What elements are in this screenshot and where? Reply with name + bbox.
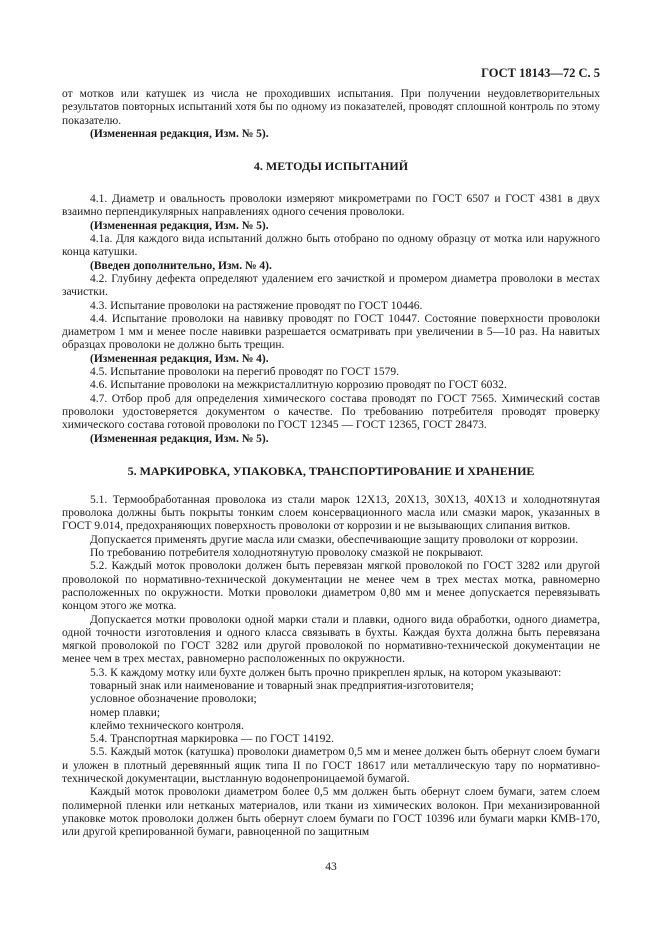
intro-amendment-note: (Измененная редакция, Изм. № 5). — [90, 127, 269, 140]
section-5-title: 5. МАРКИРОВКА, УПАКОВКА, ТРАНСПОРТИРОВАНИЕ И ХРАНЕНИЕ — [127, 463, 535, 478]
clause-5-1: 5.1. Термообработанная проволока из стали марок 12Х13, 20Х13, 30Х13, 40Х13 и холоднотянутая проволока должны быть покрыты тонким слоем консервационного масла или смазки марок, указанных в ГОСТ 9.014, предохраняющих поверхность проволоки от коррозии и не вызывающих слипания витков. — [62, 493, 600, 533]
clause-5-2-bundles: Допускается мотки проволоки одной марки стали и плавки, одного вида обработки, одного диаметра, одной точности изготовления и одного класса связывать в бухты. Каждая бухта должна быть перевязана мягкой проволокой по ГОСТ 3282 или другой проволокой по нормативно-технической документации не менее чем в трех местах, равномерно расположенных по окружности. — [62, 613, 600, 666]
clause-4-7: 4.7. Отбор проб для определения химического состава проводят по ГОСТ 7565. Химический состав проволоки удостоверяется документом о качестве. По требованию потребителя проводят проверку химического состава готовой проволоки по ГОСТ 12345 — ГОСТ 12365, ГОСТ 28473. — [62, 392, 600, 432]
label-list-item: условное обозначение проволоки; — [90, 693, 257, 706]
clause-4-1a-note: (Введен дополнительно, Изм. № 4). — [90, 259, 272, 272]
section-4-title: 4. МЕТОДЫ ИСПЫТАНИЙ — [253, 159, 409, 174]
label-list-item: товарный знак или наименование и товарный знак предприятия-изготовителя; — [90, 679, 474, 692]
clause-4-2: 4.2. Глубину дефекта определяют удалением его зачисткой и промером диаметра проволоки в местах зачистки. — [62, 272, 600, 299]
clause-4-4: 4.4. Испытание проволоки на навивку проводят по ГОСТ 10447. Состояние поверхности проволоки диаметром 1 мм и менее после навивки разрешается осматривать при увеличении в 5—10 раз. На навитых образцах проволоки не должно быть трещин. — [62, 312, 600, 352]
clause-4-3: 4.3. Испытание проволоки на растяжение проводят по ГОСТ 10446. — [90, 299, 423, 312]
intro-paragraph: от мотков или катушек из числа не проходивших испытания. При получении неудовлетворительных результатов повторных испытаний хотя бы по одному из показателей, проводят сплошной контроль по этому показателю. — [62, 88, 600, 127]
clause-5-5-wrapping: Каждый моток проволоки диаметром более 0,5 мм должен быть обернут слоем бумаги, затем слоем полимерной пленки или нетканых материалов, или ткани из химических волокон. При механизированной упаковке моток проволоки должен быть обернут слоем бумаги по ГОСТ 10396 или бумаги марки КМВ-170, или другой крепированной бумаги, равноценной по защитным — [62, 786, 600, 839]
clause-5-3: 5.3. К каждому мотку или бухте должен быть прочно прикреплен ярлык, на котором указывают: — [90, 666, 562, 679]
clause-4-7-note: (Измененная редакция, Изм. № 5). — [90, 432, 269, 445]
document-page — [62, 58, 600, 918]
page-number: 43 — [325, 861, 337, 873]
clause-4-6: 4.6. Испытание проволоки на межкристаллитную коррозию проводят по ГОСТ 6032. — [90, 379, 507, 392]
clause-4-5: 4.5. Испытание проволоки на перегиб проводят по ГОСТ 1579. — [90, 366, 400, 379]
clause-4-4-note: (Измененная редакция, Изм. № 4). — [90, 352, 269, 365]
clause-5-2: 5.2. Каждый моток проволоки должен быть перевязан мягкой проволокой по ГОСТ 3282 или другой проволокой по нормативно-технической документации не менее чем в трех местах мотка, равномерно расположенных по окружности. Мотки проволоки диаметром 0,80 мм и менее допускается перевязывать концом этого же мотка. — [62, 560, 600, 613]
clause-5-1-no-grease: По требованию потребителя холоднотянутую проволоку смазкой не покрывают. — [90, 547, 484, 560]
clause-4-1-note: (Измененная редакция, Изм. № 5). — [90, 219, 269, 232]
label-list-item: клеймо технического контроля. — [90, 719, 244, 732]
clause-5-4: 5.4. Транспортная маркировка — по ГОСТ 14192. — [90, 733, 335, 746]
clause-5-1-alternatives: Допускается применять другие масла или смазки, обеспечивающие защиту проволоки от коррозии. — [90, 533, 579, 546]
page-header-standard-ref: ГОСТ 18143—72 С. 5 — [481, 66, 600, 80]
clause-5-5: 5.5. Каждый моток (катушка) проволоки диаметром 0,5 мм и менее должен быть обернут слоем бумаги и уложен в плотный деревянный ящик типа II по ГОСТ 18617 или металлическую тару по нормативно-технической документации, выстланную водонепроницаемой бумагой. — [62, 746, 600, 786]
clause-4-1a: 4.1а. Для каждого вида испытаний должно быть отобрано по одному образцу от мотка или наружного конца катушки. — [62, 233, 600, 259]
clause-4-1: 4.1. Диаметр и овальность проволоки измеряют микрометрами по ГОСТ 6507 и ГОСТ 4381 в двух взаимно перпендикулярных направлениях одного сечения проволоки. — [62, 193, 600, 219]
label-list-item: номер плавки; — [90, 706, 161, 719]
